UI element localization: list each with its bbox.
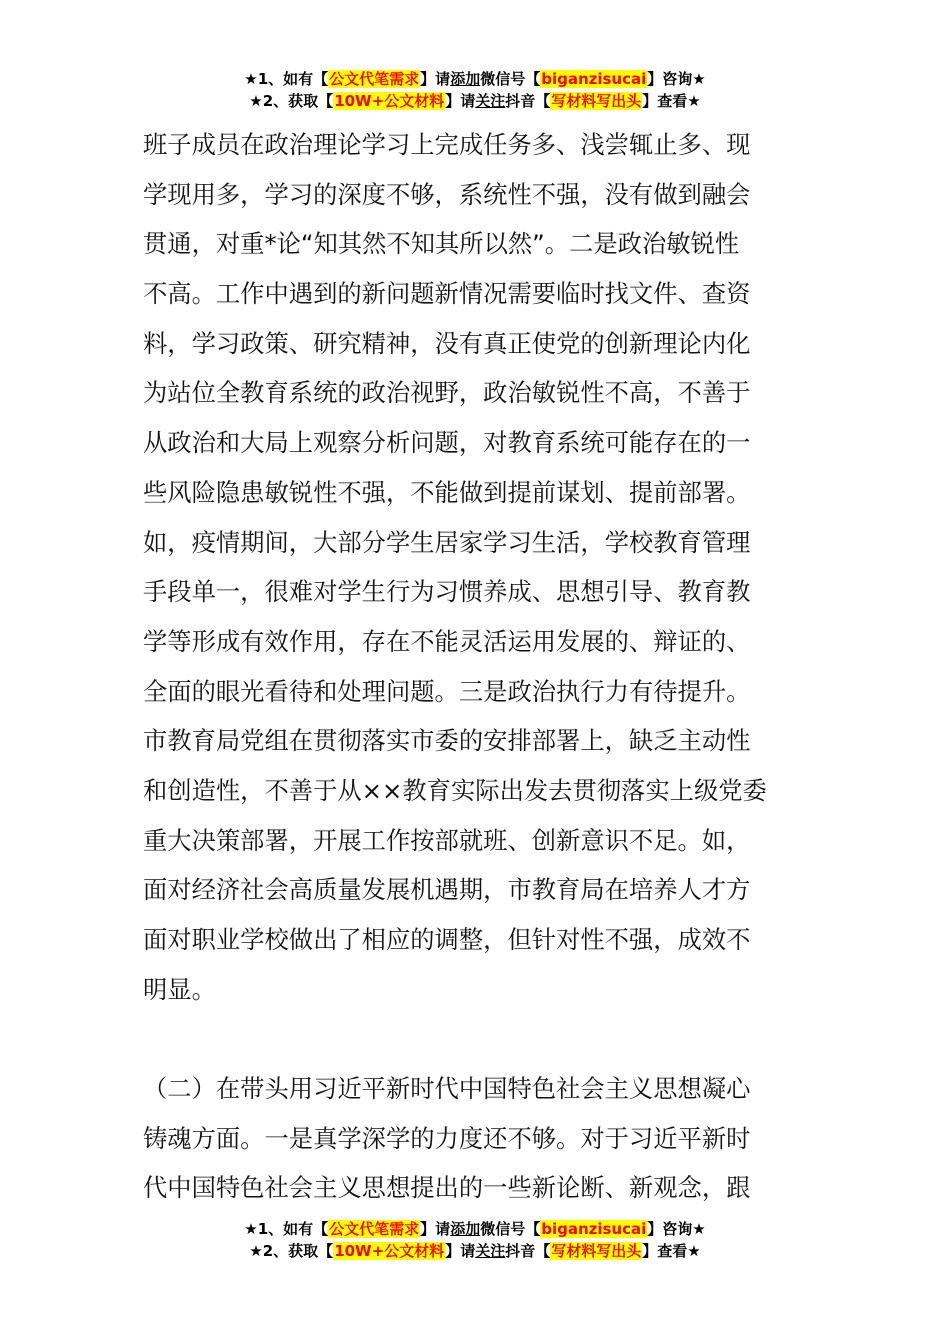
banner-text: 】请 [445, 1242, 476, 1260]
banner-text: 】请 [445, 92, 476, 110]
banner-text: 抖音【 [505, 1242, 551, 1260]
banner-line-1 [0, 1218, 950, 1240]
banner-text: 】咨询★ [647, 1220, 706, 1238]
banner-highlight: 10W+公文材料 [334, 1242, 445, 1260]
banner-line-2 [0, 1240, 950, 1262]
paragraph-line: 学等形成有效作用，存在不能灵活运用发展的、辩证的、 [143, 626, 751, 656]
paragraph-line: 班子成员在政治理论学习上完成任务多、浅尝辄止多、现 [143, 130, 751, 159]
banner-highlight: 公文代笔需求 [329, 1220, 420, 1238]
paragraph-line: 代中国特色社会主义思想提出的一些新论断、新观念，跟 [143, 1173, 751, 1203]
banner-text: 】查看★ [642, 92, 701, 110]
banner-text: 】请 [420, 1220, 451, 1238]
paragraph-line: 贯通，对重*论“知其然不知其所以然”。二是政治敏锐性 [143, 229, 740, 259]
paragraph-line: 市教育局党组在贯彻落实市委的安排部署上，缺乏主动性 [143, 726, 751, 756]
banner-highlight-wechat-id: biganzisucai [541, 1220, 647, 1238]
paragraph-line: 重大决策部署，开展工作按部就班、创新意识不足。如， [143, 825, 751, 855]
paragraph-line: （二）在带头用习近平新时代中国特色社会主义思想凝心 [143, 1074, 751, 1103]
paragraph-line: 手段单一，很难对学生行为习惯养成、思想引导、教育教 [143, 577, 751, 607]
body-paragraph-2 [143, 1064, 809, 1213]
banner-text: 】咨询★ [647, 70, 706, 88]
paragraph-line: 如，疫情期间，大部分学生居家学习生活，学校教育管理 [143, 527, 751, 557]
banner-underlined-text: 关注 [475, 1242, 506, 1260]
banner-text: ★1、如有【 [244, 70, 329, 88]
banner-text: 微信号【 [480, 1220, 541, 1238]
paragraph-line: 明显。 [143, 974, 216, 1004]
header-banner [0, 68, 950, 112]
paragraph-line: 全面的眼光看待和处理问题。三是政治执行力有待提升。 [143, 676, 751, 706]
banner-underlined-text: 添加 [450, 70, 481, 88]
body-paragraph-1 [143, 120, 809, 1014]
banner-text: ★2、获取【 [249, 1242, 334, 1260]
banner-highlight: 10W+公文材料 [334, 92, 445, 110]
paragraph-line: 铸魂方面。一是真学深学的力度还不够。对于习近平新时 [143, 1123, 751, 1153]
paragraph-line: 从政治和大局上观察分析问题，对教育系统可能存在的一 [143, 428, 751, 458]
paragraph-line: 为站位全教育系统的政治视野，政治敏锐性不高，不善于 [143, 378, 751, 408]
paragraph-line: 和创造性，不善于从××教育实际出发去贯彻落实上级党委 [143, 775, 767, 805]
banner-highlight-douyin: 写材料写出头 [551, 92, 642, 110]
paragraph-line: 不高。工作中遇到的新问题新情况需要临时找文件、查资 [143, 279, 751, 309]
paragraph-line: 面对职业学校做出了相应的调整，但针对性不强，成效不 [143, 925, 751, 954]
banner-highlight: 公文代笔需求 [329, 70, 420, 88]
banner-text: 】查看★ [642, 1242, 701, 1260]
banner-text: 微信号【 [480, 70, 541, 88]
banner-highlight-douyin: 写材料写出头 [551, 1242, 642, 1260]
paragraph-line: 料，学习政策、研究精神，没有真正使党的创新理论内化 [143, 328, 751, 358]
banner-text: ★1、如有【 [244, 1220, 329, 1238]
banner-text: 抖音【 [505, 92, 551, 110]
footer-banner [0, 1218, 950, 1262]
banner-highlight-wechat-id: biganzisucai [541, 70, 647, 88]
banner-text: 】请 [420, 70, 451, 88]
banner-line-2 [0, 90, 950, 112]
banner-line-1 [0, 68, 950, 90]
banner-underlined-text: 关注 [475, 92, 506, 110]
banner-text: ★2、获取【 [249, 92, 334, 110]
paragraph-line: 面对经济社会高质量发展机遇期，市教育局在培养人才方 [143, 875, 751, 905]
banner-underlined-text: 添加 [450, 1220, 481, 1238]
paragraph-line: 学现用多，学习的深度不够，系统性不强，没有做到融会 [143, 179, 751, 209]
paragraph-line: 些风险隐患敏锐性不强，不能做到提前谋划、提前部署。 [143, 477, 751, 507]
